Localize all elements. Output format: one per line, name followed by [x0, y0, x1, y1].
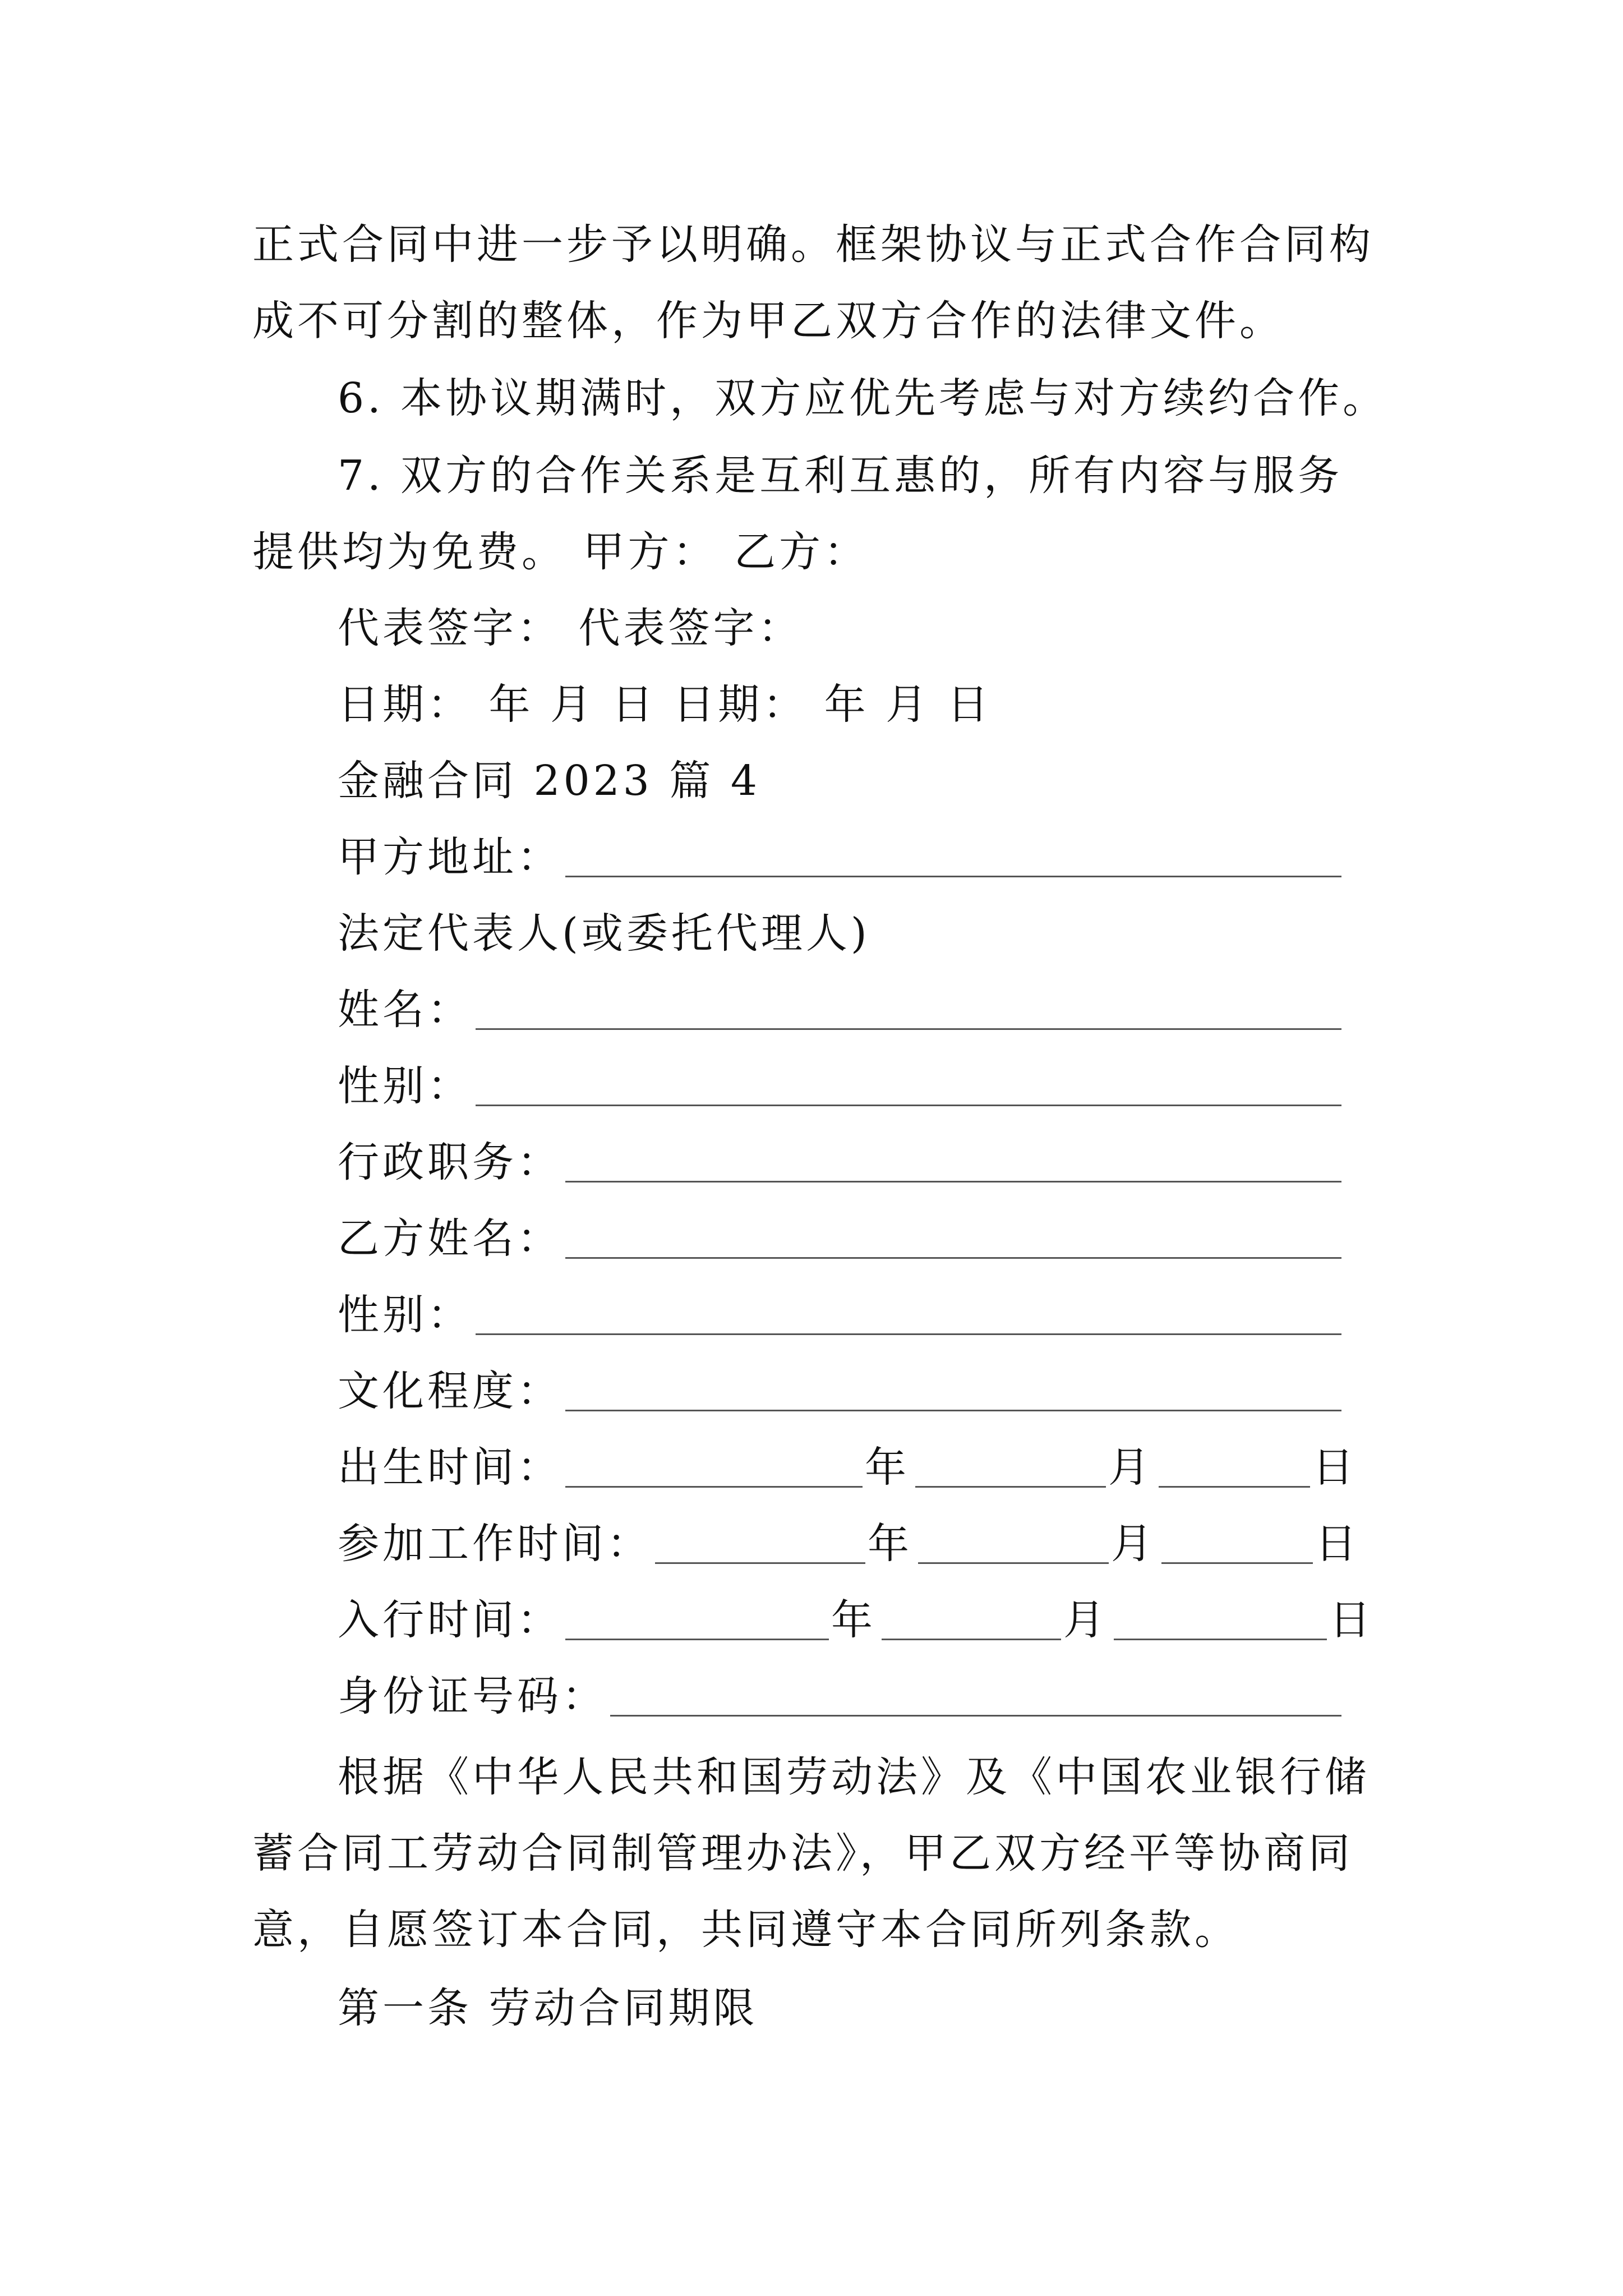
education-field [338, 1358, 1341, 1425]
join-year-blank[interactable] [565, 1639, 829, 1640]
party-b-name-field [338, 1205, 1341, 1272]
id-number-blank[interactable] [610, 1715, 1341, 1717]
birth-day-blank[interactable] [1159, 1486, 1310, 1488]
gender-field [338, 1052, 1341, 1120]
id-number-label: 身份证号码： [338, 1672, 607, 1720]
clause-7: 7. 双方的合作关系是互利互惠的，所有内容与服务提供均为免费。 甲方： 乙方： [252, 452, 1343, 576]
month-unit: 月 [1111, 1520, 1156, 1568]
year-unit: 年 [868, 1520, 912, 1568]
birth-date-label: 出生时间： [338, 1443, 562, 1492]
party-b-name-label: 乙方姓名： [338, 1214, 562, 1263]
birth-year-blank[interactable] [565, 1486, 863, 1488]
work-day-blank[interactable] [1161, 1562, 1313, 1564]
clause-6: 6. 本协议期满时，双方应优先考虑与对方续约合作。 [338, 374, 1388, 422]
section-title: 金融合同 2023 篇 4 [338, 757, 760, 805]
legal-rep-label: 法定代表人(或委托代理人) [338, 909, 870, 958]
position-label: 行政职务： [338, 1138, 562, 1186]
gender-b-blank[interactable] [476, 1333, 1341, 1335]
party-b-name-blank[interactable] [565, 1257, 1341, 1259]
signature-line: 代表签字： 代表签字： [338, 604, 803, 652]
bank-join-field [338, 1586, 1374, 1654]
party-a-address-blank[interactable] [565, 876, 1341, 877]
day-unit: 日 [1329, 1596, 1374, 1644]
name-field [338, 976, 1341, 1043]
position-field [338, 1129, 1341, 1196]
education-label: 文化程度： [338, 1367, 562, 1415]
gender-b-field [338, 1281, 1341, 1349]
position-blank[interactable] [565, 1181, 1341, 1182]
paragraph-continuation: 正式合同中进一步予以明确。框架协议与正式合作合同构成不可分割的整体，作为甲乙双方合作的法律文件。 [252, 220, 1374, 345]
bank-join-label: 入行时间： [338, 1596, 562, 1644]
month-unit: 月 [1063, 1596, 1108, 1644]
work-month-blank[interactable] [918, 1562, 1109, 1564]
birth-month-blank[interactable] [915, 1486, 1106, 1488]
gender-label: 性别： [338, 1062, 472, 1110]
id-number-field [338, 1663, 1341, 1730]
work-year-blank[interactable] [655, 1562, 865, 1564]
join-month-blank[interactable] [882, 1639, 1061, 1640]
gender-blank[interactable] [476, 1105, 1341, 1106]
work-start-label: 参加工作时间： [338, 1520, 652, 1568]
work-start-field [338, 1510, 1360, 1577]
date-line: 日期： 年 月 日 日期： 年 月 日 [338, 680, 992, 729]
name-label: 姓名： [338, 986, 472, 1034]
day-unit: 日 [1315, 1520, 1360, 1568]
name-blank[interactable] [476, 1028, 1341, 1030]
party-a-address-label: 甲方地址： [338, 833, 562, 881]
year-unit: 年 [865, 1443, 910, 1492]
birth-date-field [338, 1434, 1357, 1501]
education-blank[interactable] [565, 1410, 1341, 1411]
join-day-blank[interactable] [1114, 1639, 1327, 1640]
day-unit: 日 [1312, 1443, 1357, 1492]
month-unit: 月 [1108, 1443, 1153, 1492]
article-1-heading: 第一条 劳动合同期限 [338, 1984, 758, 2032]
party-a-address-field [338, 823, 1341, 891]
gender-b-label: 性别： [338, 1291, 472, 1339]
preamble-paragraph: 根据《中华人民共和国劳动法》及《中国农业银行储蓄合同工劳动合同制管理办法》，甲乙双方经平等协商同意，自愿签订本合同，共同遵守本合同所列条款。 [252, 1753, 1370, 1954]
year-unit: 年 [831, 1596, 876, 1644]
